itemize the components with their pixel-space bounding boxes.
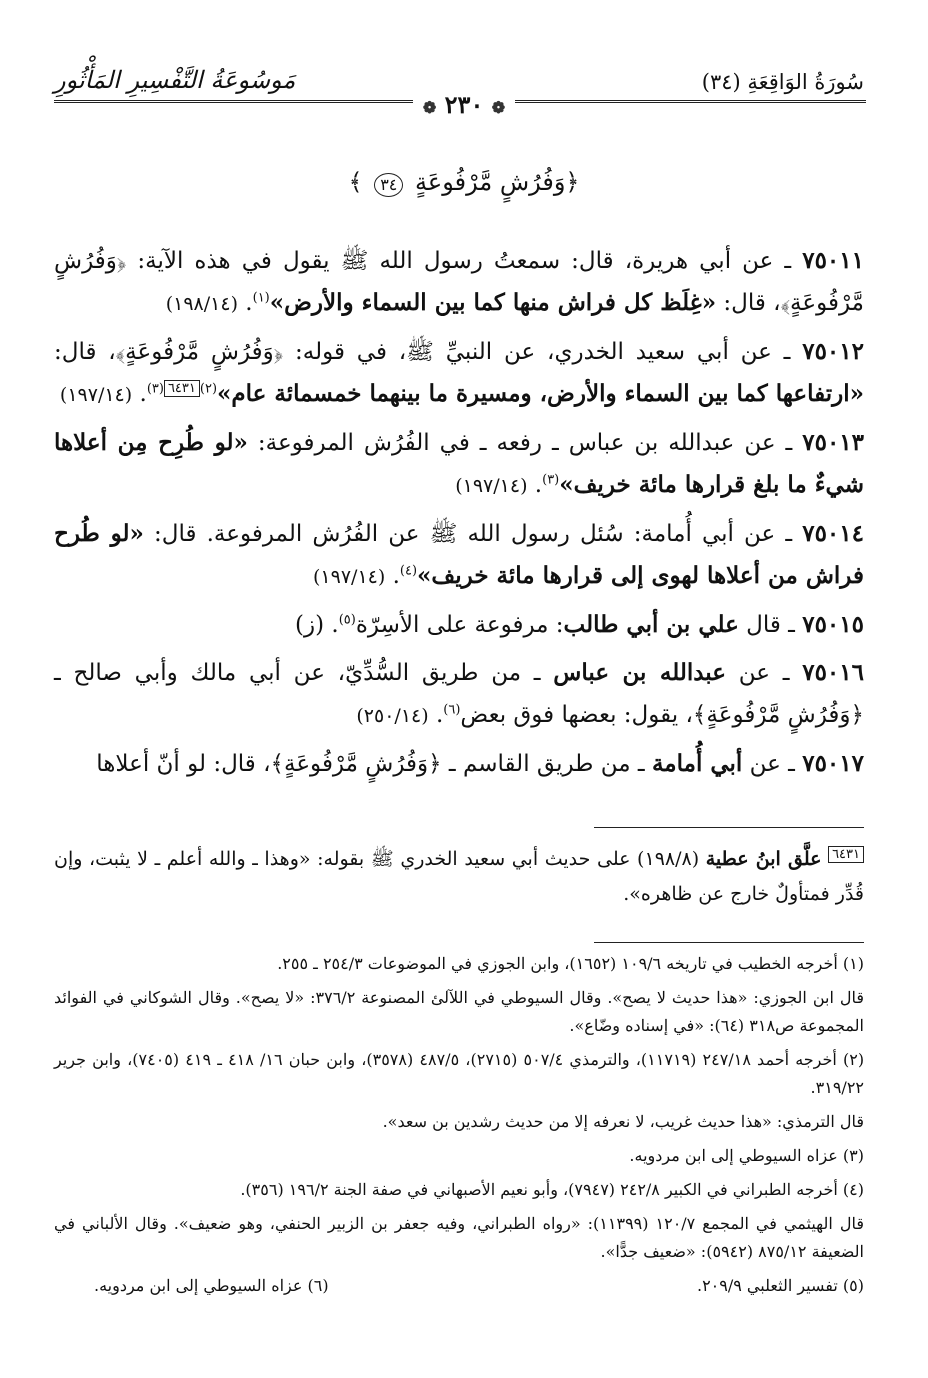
hadith-text: : مرفوعة على الأسِرّة: [355, 612, 564, 638]
footnote-5: (٥) تفسير الثعلبي ٢٠٩/٩.: [696, 1276, 864, 1295]
source-ref: (١٩٧/١٤): [313, 566, 386, 588]
hadith-item: [54, 604, 864, 646]
hadith-item: [54, 743, 864, 785]
hadith-text: . (ز): [295, 612, 339, 638]
hadith-text: .: [527, 472, 543, 498]
note-separator: [594, 827, 864, 828]
note-ref-box[interactable]: ٦٤٣١: [164, 380, 200, 397]
hadith-quote: «غِلَظ كل فراش منها كما بين السماء والأرض»: [269, 289, 717, 316]
source-ref: (١٩٧/١٤): [59, 384, 133, 406]
footnote-ref[interactable]: (٦): [443, 702, 461, 718]
hadith-text: .: [237, 290, 253, 316]
footnote-1-comment: قال ابن الجوزي: «هذا حديث لا يصح». وقال السيوطي في اللآلئ المصنوعة ٣٧٦/٢: «لا يصح». وقال الشوكاني في الفوائد المجموعة ص٣١٨ (٦٤): «في إسناده وضّاع».: [54, 988, 864, 1035]
hadith-number: ٧٥٠١٥: [802, 611, 864, 638]
hadith-quote: «ارتفاعها كما بين السماء والأرض، ومسيرة ما بينهما خمسمائة عام»: [217, 380, 864, 407]
hadith-text: ـ عن أبي أُمامة: سُئل رسول الله ﷺ عن الفُرُش المرفوعة. قال:: [143, 521, 803, 547]
hadith-quote: «لو طُرِح مِن أعلاها شيءٌ ما بلغ قرارها مائة خريف»: [54, 429, 864, 498]
hadith-text: .: [385, 563, 400, 589]
footnote-ref[interactable]: (٣): [542, 472, 560, 488]
narrator-name: علي بن أبي طالب: [563, 611, 739, 638]
note-ref-box[interactable]: ٦٤٣١: [828, 846, 864, 863]
ayah-heading: [0, 168, 928, 197]
footnote-3: (٣) عزاه السيوطي إلى ابن مردويه.: [629, 1146, 864, 1165]
footnote-row: [54, 1272, 864, 1300]
hadith-number: ٧٥٠١٢: [802, 338, 864, 365]
ayah-close: ﴾: [348, 168, 363, 196]
footnote-ref[interactable]: (١): [252, 290, 270, 306]
hadith-item: [54, 652, 864, 737]
surah-header: سُورَةُ الوَاقِعَةِ (٣٤): [701, 70, 864, 94]
hadith-text: ـ عن أبي هريرة، قال: سمعتُ رسول الله ﷺ يقول في هذه الآية: ﴿وَفُرُشٍ مَّرْفُوعَةٍ﴾، قال:: [54, 248, 864, 316]
hadith-item: [54, 240, 864, 325]
hadith-number: ٧٥٠١٧: [802, 750, 864, 777]
footnote-ref[interactable]: (٥): [338, 612, 356, 628]
hadith-item: [54, 513, 864, 598]
footnote-6: (٦) عزاه السيوطي إلى ابن مردويه.: [94, 1276, 329, 1295]
ornament-icon: ❁: [422, 98, 437, 117]
footnote-ref[interactable]: (٢): [199, 381, 218, 397]
footnote-ref[interactable]: (٣): [146, 381, 164, 397]
hadith-number: ٧٥٠١٤: [802, 520, 864, 547]
hadith-text: ـ عن عبدالله بن عباس ـ رفعه ـ في الفُرُش المرفوعة:: [247, 430, 803, 456]
hadith-text: .: [428, 702, 444, 728]
hadith-text: .: [132, 381, 147, 407]
note-author: علَّق ابنُ عطية: [705, 848, 822, 870]
hadith-text: ـ قال: [738, 612, 803, 638]
hadith-number: ٧٥٠١٣: [802, 429, 865, 456]
footnote-2-comment: قال الترمذي: «هذا حديث غريب، لا نعرفه إلا من حديث رشدين بن سعد».: [382, 1112, 864, 1131]
footnote-2: (٢) أخرجه أحمد ٢٤٧/١٨ (١١٧١٩)، والترمذي ٥٠٧/٤ (٢٧١٥)، ٤٨٧/٥ (٣٥٧٨)، وابن حبان ١٦/ ٤١٨ ـ ٤١٩ (٧٤٠٥)، وابن جرير ٣١٩/٢٢.: [54, 1050, 865, 1097]
ornament-icon: ❁: [491, 98, 506, 117]
source-ref: (١٩٨/١٤): [165, 293, 238, 315]
narrator-name: عبدالله بن عباس: [553, 659, 726, 686]
narrator-name: أبي أُمامة: [651, 750, 743, 777]
hadith-number: ٧٥٠١١: [802, 247, 864, 274]
hadith-text: ـ من طريق السُّدِّيّ، عن أبي مالك وأبي صالح ـ ﴿وَفُرُشٍ مَّرْفُوعَةٍ﴾، يقول: بعضها فوق بعض: [54, 660, 864, 728]
note-text: (١٩٨/٨) على حديث أبي سعيد الخدري ﷺ بقوله: «وهذا ـ والله أعلم ـ لا يثبت، وإن قُدِّر فمتأولٌ خارج عن ظاهره».: [54, 848, 864, 905]
footnote-1: (١) أخرجه الخطيب في تاريخه ١٠٩/٦ (١٦٥٢)، وابن الجوزي في الموضوعات ٢٥٤/٣ ـ ٢٥٥.: [277, 954, 864, 973]
source-ref: (١٩٧/١٤): [455, 475, 528, 497]
footnote-ref[interactable]: (٤): [399, 563, 418, 579]
hadith-text: ـ عن: [742, 751, 803, 777]
hadith-text: ـ عن: [725, 660, 803, 686]
hadith-quote: «لو طُرح فراش من أعلاها لهوى إلى قرارها مائة خريف»: [54, 520, 864, 589]
footnote-separator: [594, 942, 864, 943]
hadith-text: ـ من طريق القاسم ـ ﴿وَفُرُشٍ مَّرْفُوعَةٍ﴾، قال: لو أنّ أعلاها: [96, 751, 652, 777]
hadith-number: ٧٥٠١٦: [802, 659, 864, 686]
page-number: [413, 90, 515, 119]
footnote-4-comment: قال الهيثمي في المجمع ١٢٠/٧ (١١٣٩٩): «رواه الطبراني، وفيه جعفر بن الزبير الحنفي، وهو ضعيف». وقال الألباني في الضعيفة ٨٧٥/١٢ (٥٩٤٢): «ضعيف جدًّا».: [54, 1214, 865, 1261]
hadith-item: [54, 331, 864, 416]
hadith-text: ـ عن أبي سعيد الخدري، عن النبيِّ ﷺ، في قوله: ﴿وَفُرُشٍ مَّرْفُوعَةٍ﴾، قال:: [54, 339, 803, 365]
footnotes: [54, 950, 864, 1300]
commentary-note: [54, 842, 864, 912]
page-number-wrap: [0, 90, 928, 119]
hadith-item: [54, 422, 864, 507]
source-ref: (٢٥٠/١٤): [356, 705, 429, 727]
hadith-list: [54, 240, 864, 791]
footnote-4: (٤) أخرجه الطبراني في الكبير ٢٤٢/٨ (٧٩٤٧)، وأبو نعيم الأصبهاني في صفة الجنة ١٩٦/٢ (٣٥٦).: [240, 1180, 864, 1199]
page-number-text: ٢٣٠: [444, 90, 484, 119]
book-title: مَوسُوعَةُ التَّفْسِيرِ المَأْثُورِ: [54, 66, 296, 94]
ayah-number: ٣٤: [374, 173, 403, 197]
ayah-text: ﴿وَفُرُشٍ مَّرْفُوعَةٍ: [415, 168, 580, 196]
